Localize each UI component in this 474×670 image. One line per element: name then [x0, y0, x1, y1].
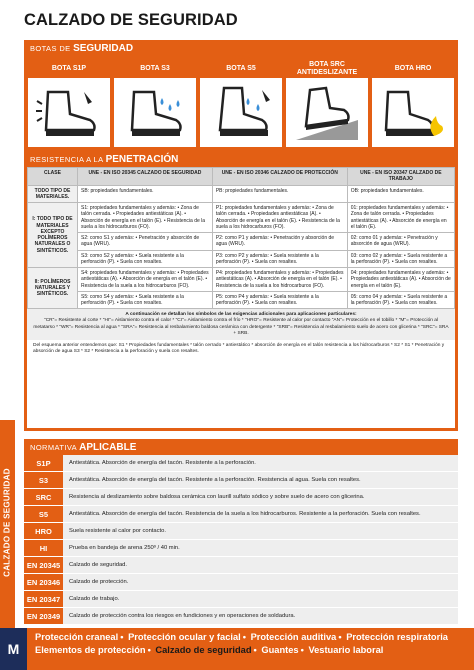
col-header: UNE - EN ISO 20347 CALZADO DE TRABAJO	[347, 168, 454, 186]
side-tab	[0, 420, 15, 630]
side-label: CALZADO DE SEGURIDAD	[2, 468, 12, 577]
norm-code: EN 20345	[24, 557, 63, 573]
table-row	[28, 233, 455, 251]
table-row	[28, 268, 455, 292]
norm-desc: Calzado de trabajo.	[63, 591, 458, 607]
row-label: I: TODO TIPO DE MATERIALES EXCEPTO POLÍMEROS NATURALES O SINTÉTICOS.	[28, 203, 78, 268]
boot-card-src[interactable]	[286, 60, 368, 147]
table-cell: SB: propiedades fundamentales.	[78, 185, 213, 203]
symbols-note	[27, 309, 455, 340]
list-item	[24, 608, 458, 624]
norm-desc: Calzado de protección.	[63, 574, 458, 590]
boot-icon	[286, 78, 368, 147]
norm-desc: Prueba en bandeja de arena 250º / 40 min.	[63, 540, 458, 556]
norm-desc: Calzado de protección contra los riesgos en fundiciones y en operaciones de soldadura.	[63, 608, 458, 624]
footer-link[interactable]: Protección auditiva	[250, 632, 337, 642]
norm-desc: Antiestática. Absorción de energía del tacón. Resistente a la perforación. Resistencia al agua. Suela con resaltes.	[63, 472, 458, 488]
table-cell: S4: propiedades fundamentales y además: • Propiedades antiestáticas (A). • Absorción de energía en el talón (E). • Resistencia de la suela a los hidrocarburos (FO).	[78, 268, 213, 292]
footer-line-1: Protección craneal • Protección ocular y facial • Protección auditiva • Protección respiratoria	[35, 632, 448, 642]
table-row	[28, 291, 455, 309]
boots-section-header	[24, 40, 458, 56]
boot-icon	[28, 78, 110, 147]
norm-desc: Antiestática. Absorción de energía del tacón. Resistencia de la suela a los hidrocarburos. Resistente a la perforación. Suela con resaltes.	[63, 506, 458, 522]
section-bold: PENETRACIÓN	[105, 154, 179, 165]
brand-logo[interactable]: M	[0, 628, 27, 670]
row-label: TODO TIPO DE MATERIALES.	[28, 185, 78, 203]
table-cell: OB: propiedades fundamentales.	[347, 185, 454, 203]
section-bold: SEGURIDAD	[73, 43, 134, 54]
list-item	[24, 506, 458, 522]
norm-code: EN 20346	[24, 574, 63, 590]
boot-label: BOTA HRO	[372, 60, 454, 78]
table-cell: 05: como 04 y además: • Suela resistente a la perforación (P). • Suela con resaltes.	[347, 291, 454, 309]
penetration-table	[24, 167, 458, 431]
list-item	[24, 523, 458, 539]
footer	[0, 628, 474, 670]
norm-code: EN 20347	[24, 591, 63, 607]
penetration-section-header	[24, 151, 458, 167]
norm-code: S5	[24, 506, 63, 522]
footer-line-2: Elementos de protección • Calzado de seguridad • Guantes • Vestuario laboral	[35, 644, 384, 655]
table-cell: 01: propiedades fundamentales y además: • Zona de talón cerrada. • Propiedades antiestáticas (A). • Absorción de energía en el talón (E).	[347, 203, 454, 233]
list-item	[24, 455, 458, 471]
normativa-section-header	[24, 439, 458, 455]
col-header: CLASE	[28, 168, 78, 186]
col-header: UNE - EN ISO 20345 CALZADO DE SEGURIDAD	[78, 168, 213, 186]
table-cell: P5: como P4 y además: • Suela resistente a la perforación (P). • Suela con resaltes.	[212, 291, 347, 309]
boot-icon	[200, 78, 282, 147]
list-item	[24, 472, 458, 488]
list-item	[24, 540, 458, 556]
row-label: II: POLÍMEROS NATURALES Y SINTÉTICOS.	[28, 268, 78, 309]
scheme-note: Del esquema anterior entendemos que: S1 * Propiedades fundamentales * talón cerrado * antiestático * absorción de energía en el talón resistencia a los hidrocarburos * S2 * S1 * Penetración y absorción de agua S3 * S2 * Resistencia a la perforación y suela con resaltes.	[33, 343, 445, 355]
table-cell: P1: propiedades fundamentales y además: • Zona de talón cerrada. • Propiedades antiestáticas (A). • Absorción de energía en el talón (E). • Resistencia de la suela a los hidrocarburos (FO).	[212, 203, 347, 233]
norm-desc: Resistencia al deslizamiento sobre baldosa cerámica con laurill sulfato sódico y sobre suelo de acero con glicerina.	[63, 489, 458, 505]
footer-categories	[27, 628, 474, 670]
norm-desc: Calzado de seguridad.	[63, 557, 458, 573]
table-cell: S5: como S4 y además: • Suela resistente a la perforación (P). • Suela con resaltes.	[78, 291, 213, 309]
boots-gallery	[24, 56, 458, 151]
list-item	[24, 557, 458, 573]
boot-card-s5[interactable]	[200, 60, 282, 147]
boot-label: BOTA S3	[114, 60, 196, 78]
table-row	[28, 250, 455, 268]
footer-link[interactable]: Protección craneal	[35, 632, 119, 642]
table-cell: P4: propiedades fundamentales y además: • Propiedades antiestáticas (A). • Absorción de energía en el talón (E). • Resistencia de la suela a los hidrocarburos (FO).	[212, 268, 347, 292]
table-row	[28, 203, 455, 233]
table-cell: PB: propiedades fundamentales.	[212, 185, 347, 203]
norm-desc: Antiestática. Absorción de energía del tacón. Resistente a la perforación.	[63, 455, 458, 471]
note-body: "CR"= Resistente al corte * "HI"= Aislamiento contra el calor * "CI"= Aislamiento contra el frío * "HRO"= Resistente al calor por contacto "AN"= Protección en el tobillo * "M"= Protección al metatarso * "WR"= Resistencia al agua * "SRA"= Resistencia al resbalamiento baldosa cerámica con detergente * "SRB"= Resistencia al resbalamiento suelo de acero con glicerina * "SRC"= SRA + SRB.	[33, 318, 449, 336]
boot-card-hro[interactable]	[372, 60, 454, 147]
table-cell: 04: propiedades fundamentales y además: • Propiedades antiestáticas (A). • Absorción de energía en el talón (E).	[347, 268, 454, 292]
boot-icon	[372, 78, 454, 147]
table-cell: P2: como P1 y además: • Penetración y absorción de agua (WRU).	[212, 233, 347, 251]
table-cell: S1: propiedades fundamentales y además: • Zona de talón cerrada. • Propiedades antiestáticas (A). • Absorción de energía en el talón (E). • Resistencia de la suela a los hidrocarburos (FO).	[78, 203, 213, 233]
boot-label: BOTA S1P	[28, 60, 110, 78]
boot-label: BOTA S5	[200, 60, 282, 78]
section-prefix: BOTAS DE	[30, 44, 71, 53]
footer-link-active[interactable]: Calzado de seguridad	[155, 644, 252, 655]
table-row	[28, 185, 455, 203]
boot-card-s1p[interactable]	[28, 60, 110, 147]
page-title: CALZADO DE SEGURIDAD	[24, 11, 238, 29]
footer-link[interactable]: Protección respiratoria	[346, 632, 448, 642]
footer-link[interactable]: Vestuario laboral	[308, 644, 384, 655]
table-cell: S3: como S2 y además: • Suela resistente a la perforación (P). • Suela con resaltes.	[78, 250, 213, 268]
norm-code: HI	[24, 540, 63, 556]
norm-code: S1P	[24, 455, 63, 471]
table-cell: 03: como 02 y además: • Suela resistente a la perforación (P). • Suela con resaltes.	[347, 250, 454, 268]
table-cell: 02: como 01 y además: • Penetración y absorción de agua (WRU).	[347, 233, 454, 251]
norm-code: EN 20349	[24, 608, 63, 624]
norm-code: S3	[24, 472, 63, 488]
norm-code: SRC	[24, 489, 63, 505]
col-header: UNE - EN ISO 20346 CALZADO DE PROTECCIÓN	[212, 168, 347, 186]
boot-card-s3[interactable]	[114, 60, 196, 147]
boot-label: BOTA SRC ANTIDESLIZANTE	[286, 60, 368, 78]
footer-link[interactable]: Guantes	[261, 644, 299, 655]
section-bold: APLICABLE	[79, 442, 137, 453]
list-item	[24, 489, 458, 505]
normativa-list	[24, 455, 458, 625]
table-header-row	[28, 168, 455, 186]
table-cell: S2: como S1 y además: • Penetración y absorción de agua (WRU).	[78, 233, 213, 251]
footer-link[interactable]: Protección ocular y facial	[128, 632, 241, 642]
footer-link[interactable]: Elementos de protección	[35, 644, 146, 655]
list-item	[24, 591, 458, 607]
table-cell: P3: como P2 y además: • Suela resistente a la perforación (P). • Suela con resaltes.	[212, 250, 347, 268]
boot-icon	[114, 78, 196, 147]
section-prefix: NORMATIVA	[30, 443, 77, 452]
note-title: A continuación se detallan los símbolos de las exigencias adicionales para aplicaciones particulares:	[125, 312, 357, 318]
list-item	[24, 574, 458, 590]
norm-desc: Suela resistente al calor por contacto.	[63, 523, 458, 539]
section-prefix: RESISTENCIA A LA	[30, 155, 104, 164]
norm-code: HRO	[24, 523, 63, 539]
